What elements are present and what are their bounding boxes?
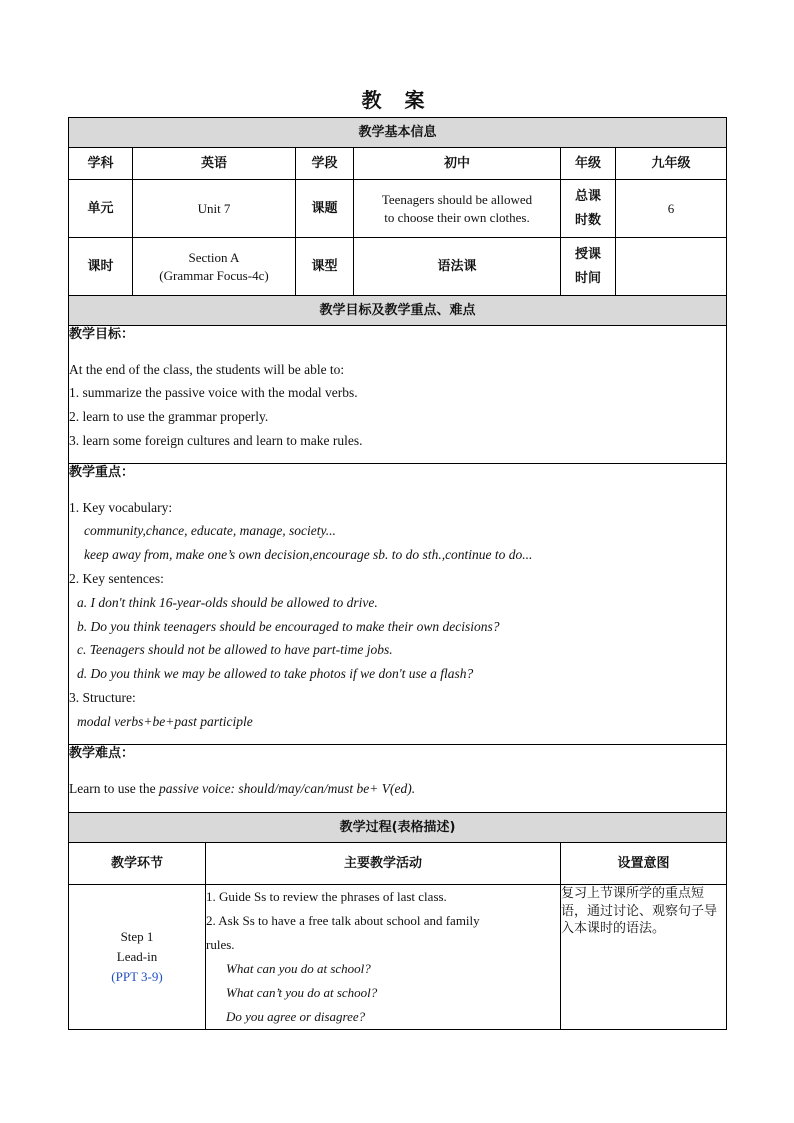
col-activity-header: 主要教学活动	[206, 843, 561, 885]
subject-value: 英语	[133, 148, 296, 180]
goals-title: 教学目标：	[69, 327, 135, 342]
unit-value: Unit 7	[133, 180, 296, 238]
purpose-cell: 复习上节课所学的重点短语，通过讨论、观察句子导入本课时的语法。	[561, 885, 727, 1030]
goal-line: 3. learn some foreign cultures and learn to make rules.	[69, 432, 363, 448]
key-sentence: d. Do you think we may be allowed to take photos if we don't use a flash?	[77, 666, 474, 682]
key-vocab-label: 1. Key vocabulary:	[69, 499, 173, 515]
goal-line: 1. summarize the passive voice with the modal verbs.	[69, 385, 358, 401]
goal-line: At the end of the class, the students will be able to:	[69, 361, 345, 377]
period-line-2: (Grammar Focus-4c)	[159, 267, 269, 283]
key-sentence: a. I don't think 16-year-olds should be allowed to drive.	[77, 594, 378, 610]
difficulty-prefix: Learn to use the	[69, 780, 159, 796]
difficulty-line	[69, 777, 726, 801]
grade-label: 年级	[561, 148, 616, 180]
stage-value: 初中	[354, 148, 561, 180]
key-points-title: 教学重点：	[69, 465, 135, 480]
topic-line-1: Teenagers should be allowed	[381, 191, 533, 207]
key-vocab-line: keep away from, make one’s own decision,encourage sb. to do sth.,continue to do...	[84, 547, 533, 563]
difficulty-title: 教学难点：	[69, 746, 135, 761]
total-periods-value: 6	[616, 180, 727, 238]
difficulty-section	[69, 745, 727, 813]
topic-value	[354, 180, 561, 238]
activity-question: Do you agree or disagree?	[226, 1009, 366, 1024]
process-header: 教学过程(表格描述)	[69, 813, 727, 843]
total-periods-label	[561, 180, 616, 238]
goal-line: 2. learn to use the grammar properly.	[69, 409, 269, 425]
activity-question: What can’t you do at school?	[226, 985, 378, 1000]
period-label: 课时	[69, 238, 133, 296]
step-cell	[69, 885, 206, 1030]
key-sentence: b. Do you think teenagers should be encouraged to make their own decisions?	[77, 618, 500, 634]
total-label-2: 时数	[574, 212, 601, 228]
activity-cell	[206, 885, 561, 1030]
activity-line: 2. Ask Ss to have a free talk about school and family	[206, 913, 480, 928]
topic-label: 课题	[296, 180, 354, 238]
structure-value: modal verbs+be+past participle	[77, 713, 253, 729]
col-step-header: 教学环节	[69, 843, 206, 885]
structure-label: 3. Structure:	[69, 689, 136, 705]
activity-line: rules.	[206, 937, 235, 952]
step-number: Step 1	[120, 929, 154, 944]
topic-line-2: to choose their own clothes.	[384, 209, 530, 225]
lesson-plan-table	[68, 117, 727, 1030]
lesson-type-value: 语法课	[354, 238, 561, 296]
basic-info-header: 教学基本信息	[69, 118, 727, 148]
key-vocab-line: community,chance, educate, manage, society...	[84, 523, 336, 539]
document-title: 教 案	[361, 88, 433, 112]
grade-value: 九年级	[616, 148, 727, 180]
teaching-time-label	[561, 238, 616, 296]
activity-line: 1. Guide Ss to review the phrases of last class.	[206, 889, 447, 904]
step-name: Lead-in	[116, 949, 158, 964]
subject-label: 学科	[69, 148, 133, 180]
unit-label: 单元	[69, 180, 133, 238]
time-label-1: 授课	[574, 246, 601, 262]
difficulty-italic: passive voice: should/may/can/must be+ V(ed).	[158, 780, 416, 796]
key-sentence: c. Teenagers should not be allowed to have part-time jobs.	[77, 642, 393, 658]
step-ppt-ref: (PPT 3-9)	[111, 969, 163, 984]
time-label-2: 时间	[574, 270, 601, 286]
lesson-type-label: 课型	[296, 238, 354, 296]
key-sentences-label: 2. Key sentences:	[69, 570, 164, 586]
period-value	[133, 238, 296, 296]
teaching-time-value	[616, 238, 727, 296]
teaching-goals-section	[69, 326, 727, 464]
activity-question: What can you do at school?	[226, 961, 371, 976]
key-points-section	[69, 464, 727, 745]
objectives-header: 教学目标及教学重点、难点	[69, 296, 727, 326]
period-line-1: Section A	[188, 249, 240, 265]
stage-label: 学段	[296, 148, 354, 180]
total-label-1: 总课	[574, 188, 601, 204]
col-purpose-header: 设置意图	[561, 843, 727, 885]
